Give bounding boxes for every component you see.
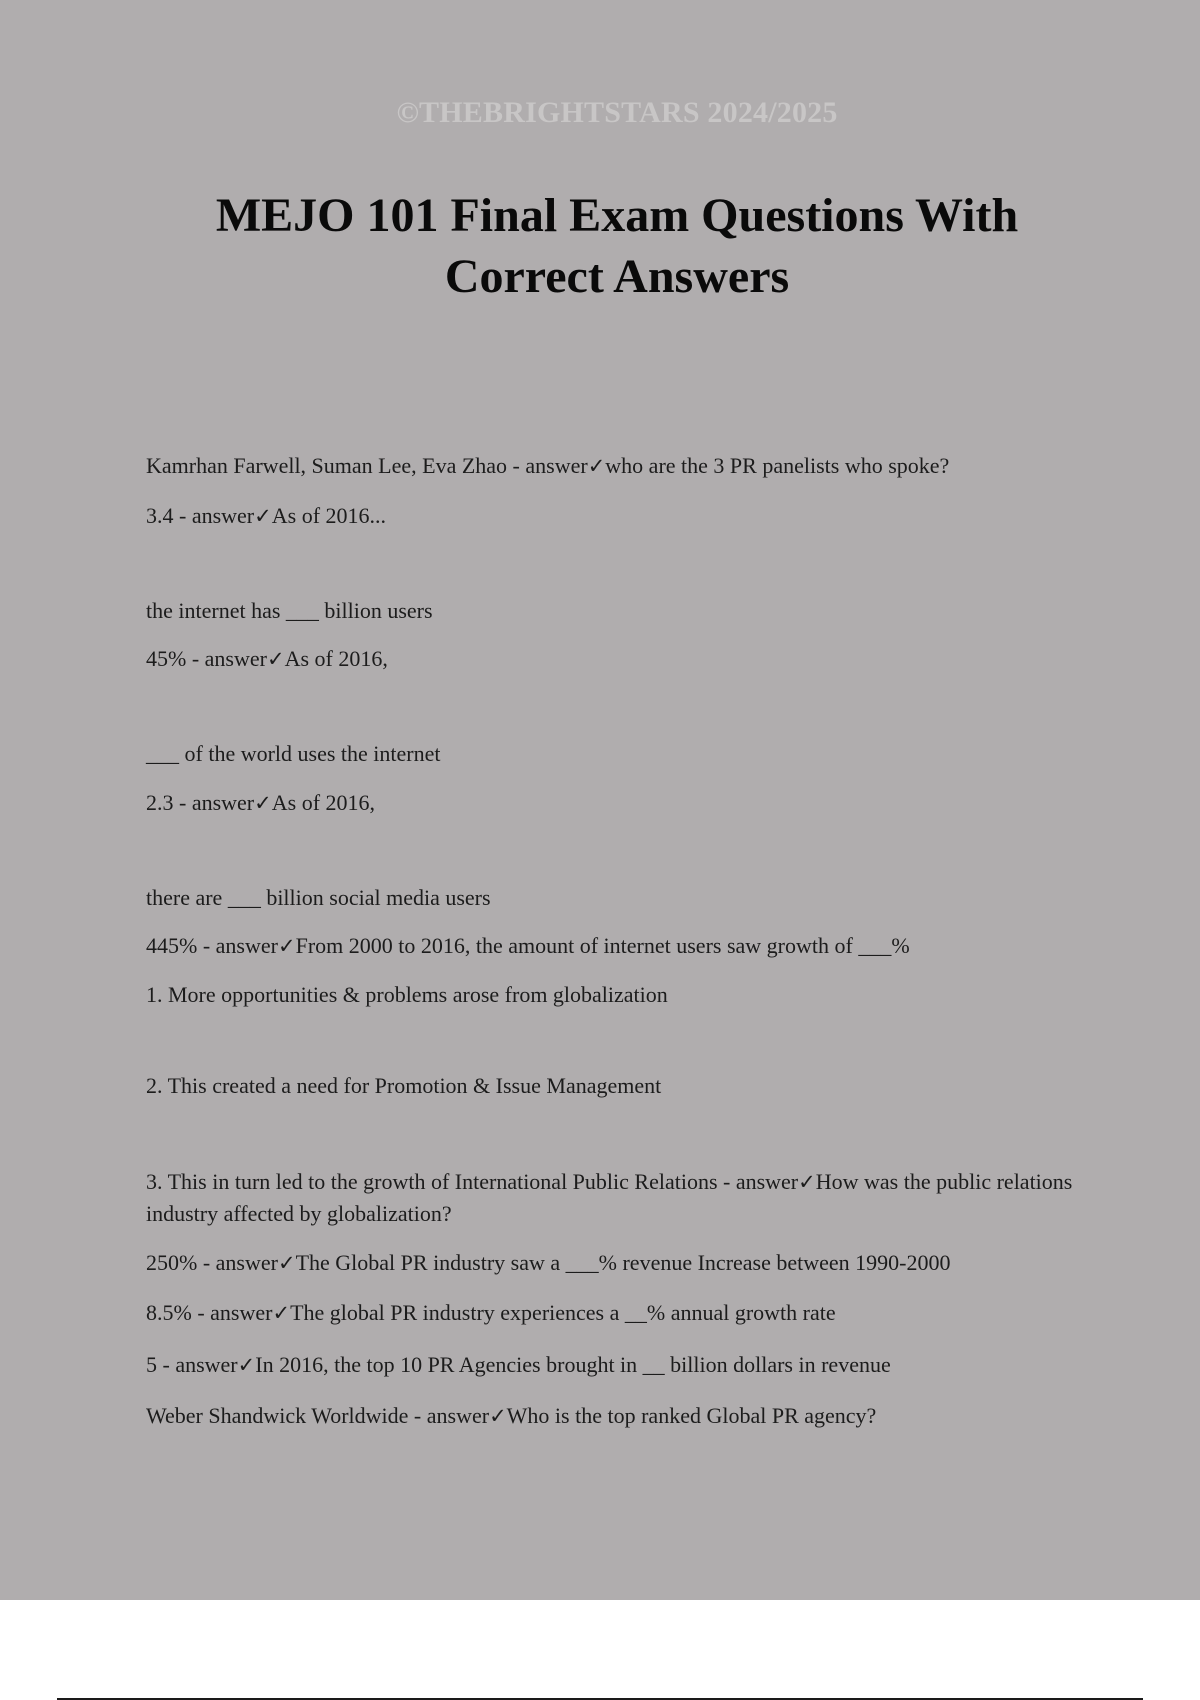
qa-entry bbox=[146, 787, 375, 819]
answer-text: Weber Shandwick Worldwide - answer bbox=[146, 1403, 490, 1428]
checkmark-icon: ✓ bbox=[237, 1353, 256, 1377]
qa-continuation: 1. More opportunities & problems arose from globalization bbox=[146, 982, 668, 1007]
page-title bbox=[130, 185, 1104, 307]
qa-entry bbox=[146, 1247, 951, 1279]
qa-entry bbox=[146, 500, 386, 532]
checkmark-icon: ✓ bbox=[587, 454, 606, 478]
qa-entry bbox=[146, 643, 388, 675]
checkmark-icon: ✓ bbox=[272, 1301, 291, 1325]
question-text: As of 2016, bbox=[284, 646, 388, 671]
qa-entry bbox=[146, 1297, 836, 1329]
question-text: How was the public relations industry affected by globalization? bbox=[146, 1169, 1073, 1226]
checkmark-icon: ✓ bbox=[798, 1170, 816, 1194]
watermark: ©THEBRIGHTSTARS 2024/2025 bbox=[396, 96, 838, 129]
question-text: In 2016, the top 10 PR Agencies brought in __ billion dollars in revenue bbox=[255, 1352, 891, 1377]
question-text: The Global PR industry saw a ___% revenue Increase between 1990-2000 bbox=[295, 1250, 951, 1275]
qa-entry bbox=[146, 1400, 876, 1432]
qa-continuation: there are ___ billion social media users bbox=[146, 885, 491, 910]
qa-entry bbox=[146, 1166, 1096, 1230]
checkmark-icon: ✓ bbox=[277, 1251, 296, 1275]
answer-text: 445% - answer bbox=[146, 933, 278, 958]
qa-entry bbox=[146, 450, 949, 482]
checkmark-icon: ✓ bbox=[489, 1404, 507, 1428]
answer-text: 8.5% - answer bbox=[146, 1300, 273, 1325]
answer-text: 2.3 - answer bbox=[146, 790, 255, 815]
answer-text: 5 - answer bbox=[146, 1352, 238, 1377]
question-text: As of 2016, bbox=[271, 790, 376, 815]
answer-text: 250% - answer bbox=[146, 1250, 278, 1275]
checkmark-icon: ✓ bbox=[277, 934, 296, 958]
question-text: Who is the top ranked Global PR agency? bbox=[506, 1403, 877, 1428]
checkmark-icon: ✓ bbox=[254, 504, 272, 528]
qa-continuation: ___ of the world uses the internet bbox=[146, 741, 441, 766]
qa-entry bbox=[146, 930, 910, 962]
question-text: As of 2016... bbox=[271, 503, 387, 528]
title-line-1: MEJO 101 Final Exam Questions With bbox=[215, 189, 1019, 242]
qa-continuation: the internet has ___ billion users bbox=[146, 598, 433, 623]
question-text: From 2000 to 2016, the amount of internet users saw growth of ___% bbox=[295, 933, 910, 958]
answer-text: 45% - answer bbox=[146, 646, 267, 671]
title-line-2: Correct Answers bbox=[444, 250, 790, 303]
qa-continuation: 2. This created a need for Promotion & Issue Management bbox=[146, 1073, 662, 1098]
checkmark-icon: ✓ bbox=[254, 791, 272, 815]
question-text: who are the 3 PR panelists who spoke? bbox=[605, 453, 950, 478]
question-text: The global PR industry experiences a __% annual growth rate bbox=[290, 1300, 836, 1325]
qa-entry bbox=[146, 1349, 891, 1381]
checkmark-icon: ✓ bbox=[266, 647, 285, 671]
answer-text: 3.4 - answer bbox=[146, 503, 255, 528]
answer-text: 3. This in turn led to the growth of International Public Relations - answer bbox=[146, 1169, 799, 1194]
answer-text: Kamrhan Farwell, Suman Lee, Eva Zhao - answer bbox=[146, 453, 588, 478]
